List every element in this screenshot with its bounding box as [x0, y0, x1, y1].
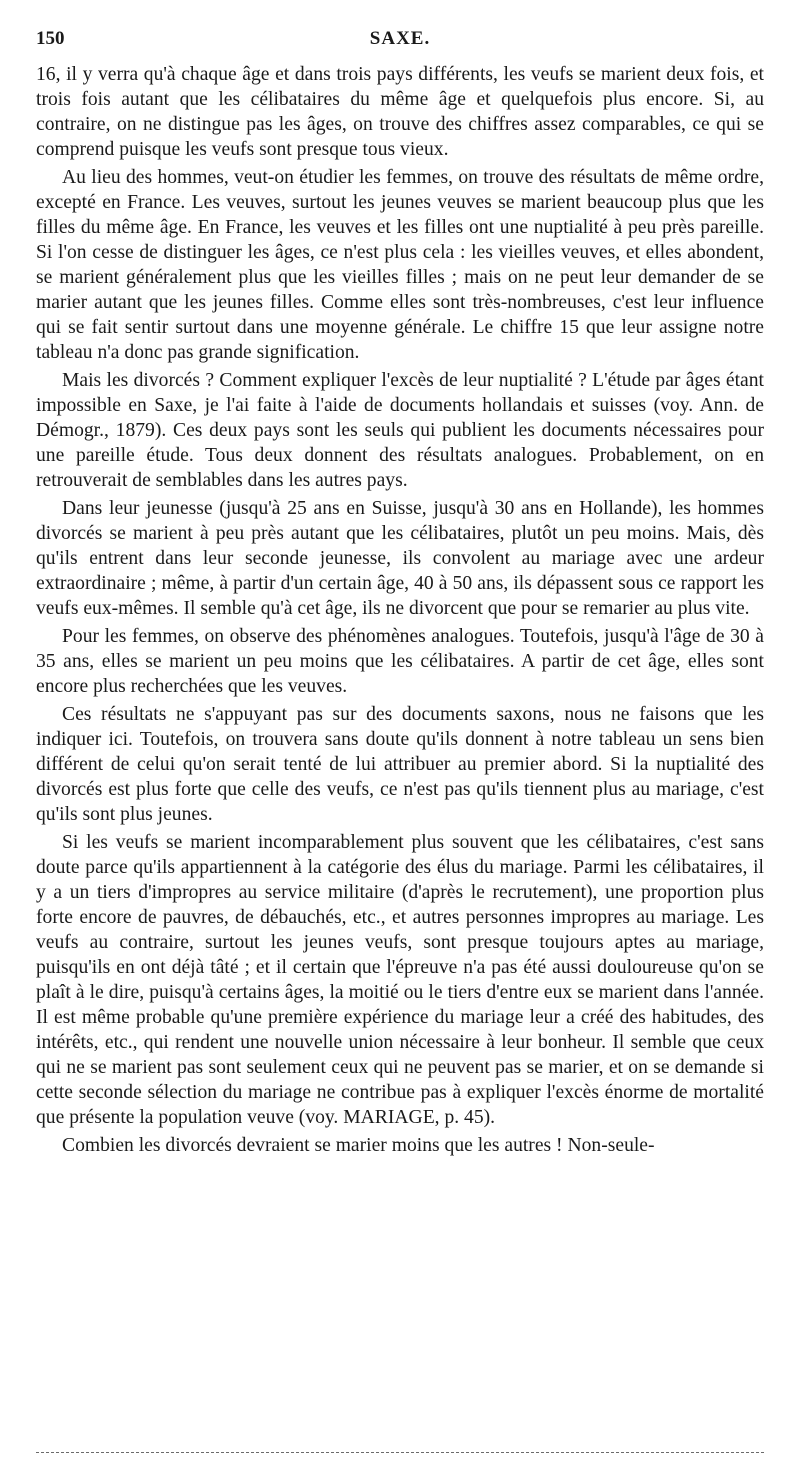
paragraph-7: Si les veufs se marient incomparablement plus souvent que les célibataires, c'est sans doute parce qu'ils appartiennent à la catégorie des élus du mariage. Parmi les célibataires, il y a un tiers d'impropres au service militaire (d'après le recrutement), une proportion plus forte encore de pauvres, de débauchés, etc., et autres personnes impropres au mariage. Les veufs au contraire, surtout les jeunes veufs, sont presque toujours aptes au mariage, puisqu'ils en ont déjà tâté ; et il certain que l'épreuve n'a pas été aussi douloureuse qu'on se plaît à le dire, puisqu'à certains âges, la moitié ou le tiers d'entre eux se marient dans l'année. Il est même probable qu'une première expérience du mariage leur a créé des habitudes, des intérêts, etc., qui rendent une nouvelle union nécessaire à leur bonheur. Il semble que ceux qui ne se marient pas sont seulement ceux qui ne peuvent pas se marier, et on se demande si cette seconde sélection du mariage ne contribue pas à expliquer l'excès énorme de mortalité que présente la population veuve (voy. MARIAGE, p. 45). — [36, 832, 764, 1128]
paragraph-8: Combien les divorcés devraient se marier moins que les autres ! Non-seule- — [62, 1135, 655, 1156]
page-header — [36, 28, 764, 54]
paragraph-2: Au lieu des hommes, veut-on étudier les femmes, on trouve des résultats de même ordre, excepté en France. Les veuves, surtout les jeunes veuves se marient beaucoup plus que les filles du même âge. En France, les veuves et les filles ont une nuptialité à peu près pareille. Si l'on cesse de distinguer les âges, ce n'est plus cela : les vieilles veuves, et elles abondent, se marient généralement plus que les vieilles filles ; mais on ne peut leur demander de se marier autant que les jeunes filles. Comme elles sont très-nombreuses, c'est leur influence qui se fait sentir surtout dans une moyenne générale. Le chiffre 15 que leur assigne notre tableau n'a donc pas grande signification. — [36, 167, 764, 363]
body-text — [36, 62, 764, 1158]
paragraph-4: Dans leur jeunesse (jusqu'à 25 ans en Suisse, jusqu'à 30 ans en Hollande), les hommes divorcés se marient à peu près autant que les célibataires, plutôt un peu moins. Mais, dès qu'ils entrent dans leur seconde jeunesse, ils convolent au mariage avec une ardeur extraordinaire ; même, à partir d'un certain âge, 40 à 50 ans, ils dépassent sous ce rapport les veufs eux-mêmes. Il semble qu'à cet âge, ils ne divorcent que pour se remarier au plus vite. — [36, 498, 764, 619]
page-number: 150 — [36, 28, 65, 49]
paragraph-3: Mais les divorcés ? Comment expliquer l'excès de leur nuptialité ? L'étude par âges étant impossible en Saxe, je l'ai faite à l'aide de documents hollandais et suisses (voy. Ann. de Démogr., 1879). Ces deux pays sont les seuls qui publient les documents nécessaires pour une pareille étude. Tous deux donnent des résultats analogues. Probablement, on en retrouverait de semblables dans les autres pays. — [36, 370, 764, 491]
paragraph-1: 16, il y verra qu'à chaque âge et dans trois pays différents, les veufs se marient deux fois, et trois fois autant que les célibataires du même âge et quelquefois plus encore. Si, au contraire, on ne distingue pas les âges, on trouve des chiffres assez comparables, ce qui se comprend puisque les veufs sont presque tous vieux. — [36, 64, 764, 160]
paragraph-6: Ces résultats ne s'appuyant pas sur des documents saxons, nous ne faisons que les indiquer ici. Toutefois, on trouvera sans doute qu'ils donnent à notre tableau un sens bien différent de celui qu'on serait tenté de lui attribuer au premier abord. Si la nuptialité des divorcés est plus forte que celle des veufs, ce n'est pas qu'ils tiennent plus au mariage, c'est qu'ils sont plus jeunes. — [36, 704, 764, 825]
footer-divider — [36, 1452, 764, 1453]
paragraph-5: Pour les femmes, on observe des phénomènes analogues. Toutefois, jusqu'à l'âge de 30 à 35 ans, elles se marient un peu moins que les célibataires. A partir de cet âge, elles sont encore plus recherchées que les veuves. — [36, 626, 764, 697]
running-head: SAXE. — [369, 28, 431, 49]
